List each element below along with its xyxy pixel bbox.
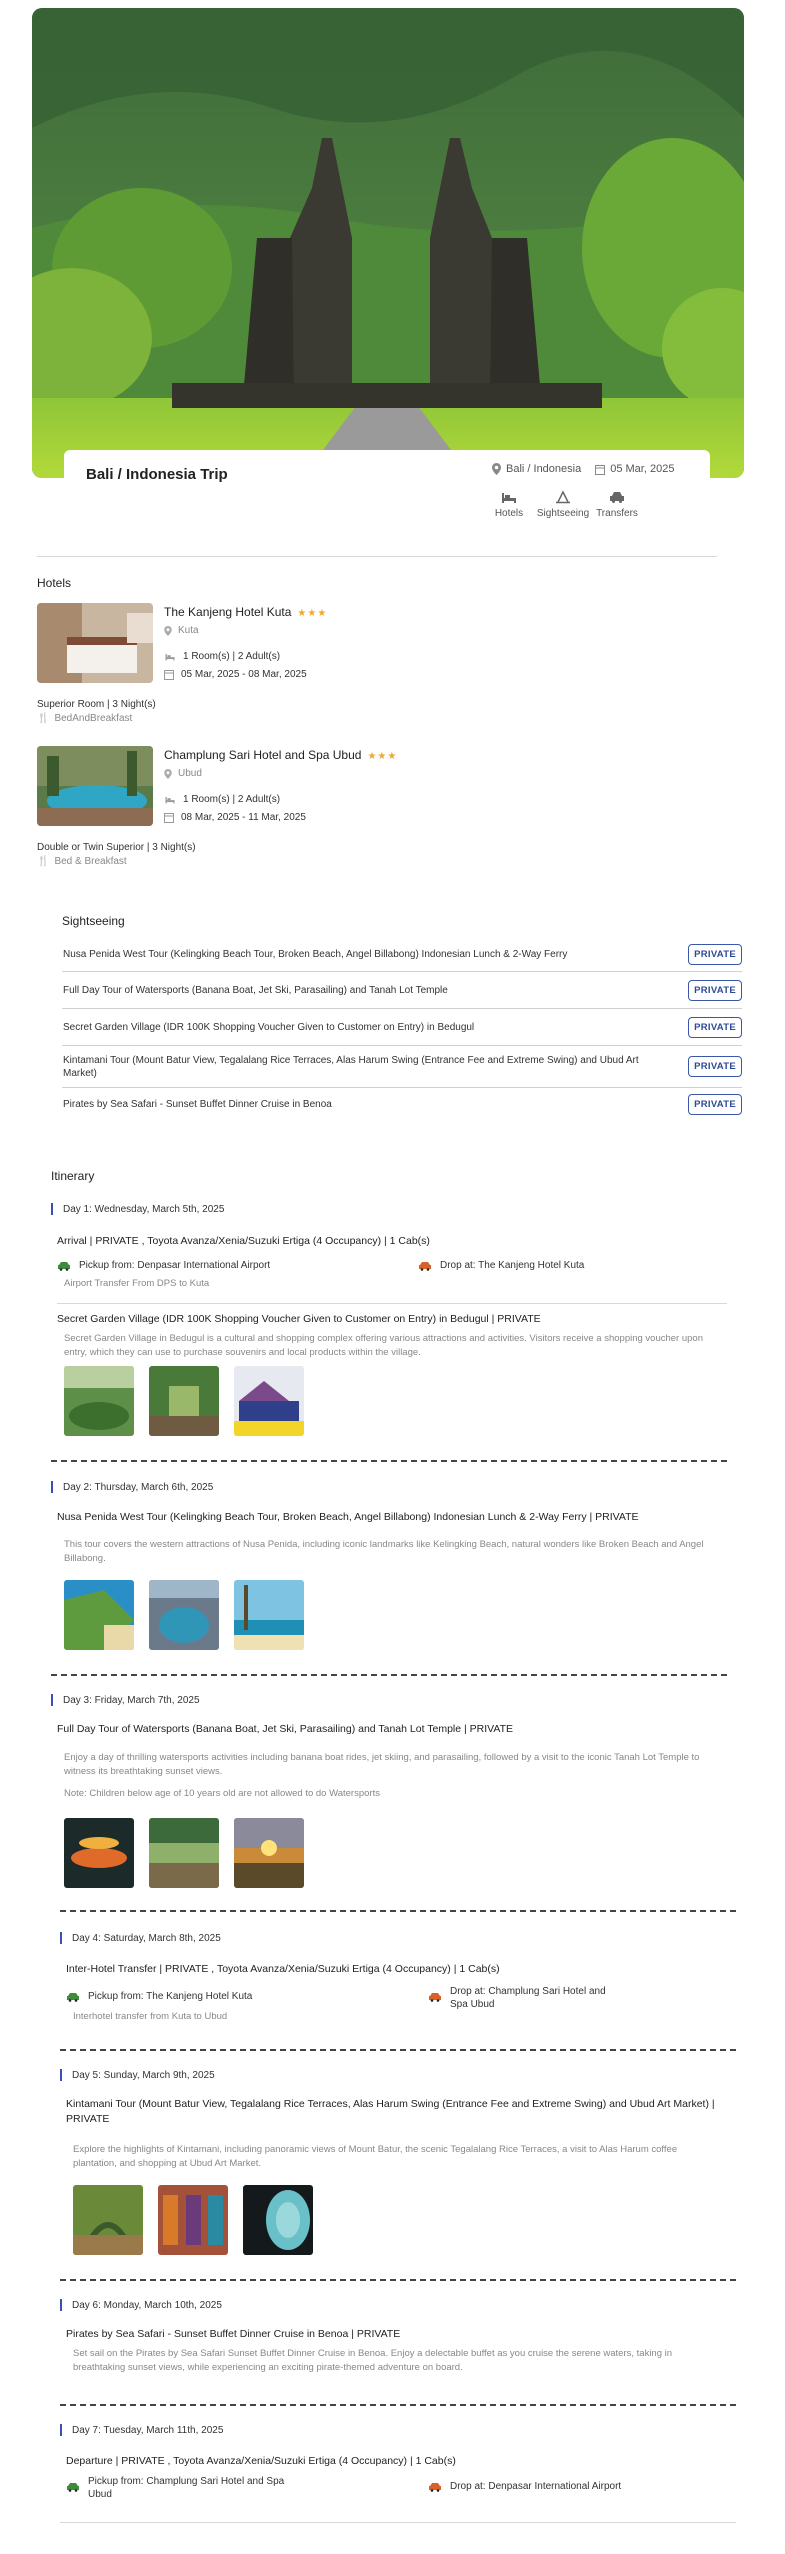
activity-photo [149,1366,219,1436]
hotel-name: The Kanjeng Hotel Kuta [164,605,292,619]
sightseeing-list [62,937,742,1120]
list-item: Nusa Penida West Tour (Kelingking Beach Tour, Broken Beach, Angel Billabong) Indonesian Lunch & 2-Way Ferry PRIVATE [62,937,742,972]
transfer-title: Arrival | PRIVATE , Toyota Avanza/Xenia/Suzuki Ertiga (4 Occupancy) | 1 Cab(s) [57,1235,430,1247]
hotel-name: Champlung Sari Hotel and Spa Ubud [164,748,362,762]
activity-title: Pirates by Sea Safari - Sunset Buffet Dinner Cruise in Benoa | PRIVATE [66,2328,401,2340]
car-drop-icon [418,1261,432,1271]
pickup: Pickup from: Champlung Sari Hotel and Spa Ubud [66,2475,306,2501]
day-separator [60,2404,736,2406]
trip-location: Bali / Indonesia [506,463,582,475]
fork-knife-icon: 🍴 [37,856,50,867]
activity-title: Secret Garden Village (IDR 100K Shopping Voucher Given to Customer on Entry) in Bedugul | PRIVATE [57,1313,541,1325]
private-badge: PRIVATE [688,1056,742,1077]
hotel-stars: ★★★ [367,751,398,762]
activity-title: Kintamani Tour (Mount Batur View, Tegalalang Rice Terraces, Alas Harum Swing (Entrance Fee and Extreme Swing) and Ubud Art Market) | PRIVATE [66,2098,715,2125]
activity-note: Note: Children below age of 10 years old are not allowed to do Watersports [64,1788,380,1799]
hotel-card [37,746,737,876]
transfer-note: Interhotel transfer from Kuta to Ubud [73,2011,228,2022]
private-badge: PRIVATE [688,944,742,965]
activity-title: Nusa Penida West Tour (Kelingking Beach Tour, Broken Beach, Angel Billabong) Indonesian Lunch & 2-Way Ferry | PRIVATE [57,1511,639,1523]
activity-description: This tour covers the western attractions of Nusa Penida, including iconic landmarks like Kelingking Beach, natural wonders like Broken Beach and Angel Billabong. [64,1539,704,1564]
activity-photo [149,1580,219,1650]
pickup: Pickup from: The Kanjeng Hotel Kuta [66,1991,252,2002]
bed-icon [501,490,517,504]
private-badge: PRIVATE [688,980,742,1001]
private-badge: PRIVATE [688,1017,742,1038]
hotel-image [37,746,153,826]
calendar-icon [164,669,174,680]
hotel-image [37,603,153,683]
day-separator [51,1460,727,1462]
list-item: Kintamani Tour (Mount Batur View, Tegalalang Rice Terraces, Alas Harum Swing (Entrance Fee and Extreme Swing) and Ubud Art Market) PRIVATE [62,1046,742,1088]
drop: Drop at: Denpasar International Airport [428,2481,621,2492]
transfer-title: Departure | PRIVATE , Toyota Avanza/Xenia/Suzuki Ertiga (4 Occupancy) | 1 Cab(s) [66,2455,456,2467]
car-pickup-icon [57,1261,71,1271]
service-sightseeing: Sightseeing [543,490,583,519]
day-header: Day 2: Thursday, March 6th, 2025 [51,1481,213,1493]
drop: Drop at: The Kanjeng Hotel Kuta [418,1260,584,1271]
activity-photo [234,1818,304,1888]
divider [37,556,717,557]
hotel-rooms: 1 Room(s) | 2 Adult(s) [183,794,281,805]
hotel-meal: BedAndBreakfast [54,713,133,724]
calendar-icon [164,812,174,823]
transfer-note: Airport Transfer From DPS to Kuta [64,1278,210,1289]
activity-photo [243,2185,313,2255]
activity-photo [158,2185,228,2255]
activity-description: Explore the highlights of Kintamani, including panoramic views of Mount Batur, the scenic Tegalalang Rice Terraces, a visit to Alas Harum coffee plantation, and shopping at Ubud Art Market. [73,2144,678,2169]
activity-description: Secret Garden Village in Bedugul is a cultural and shopping complex offering various attractions and activities. Visitors receive a shopping voucher upon entry, which they can use to purchase souvenirs and local products within the village. [64,1333,703,1358]
location-pin-icon [164,626,172,636]
activity-photo [234,1366,304,1436]
location-pin-icon [164,769,172,779]
activity-photo [64,1818,134,1888]
trip-title: Bali / Indonesia Trip [86,466,228,483]
day-header: Day 3: Friday, March 7th, 2025 [51,1694,200,1706]
trip-summary-card [64,450,710,542]
hotel-meal: Bed & Breakfast [54,856,127,867]
day-separator [51,1674,727,1676]
activity-photo [64,1580,134,1650]
activity-description: Enjoy a day of thrilling watersports activities including banana boat rides, jet skiing, and parasailing, followed by a visit to the iconic Tanah Lot Temple to witness its breathtaking sunset views. [64,1752,700,1777]
bed-icon [164,795,176,804]
private-badge: PRIVATE [688,1094,742,1115]
hotel-room-type: Superior Room | 3 Night(s) [37,699,156,710]
fork-knife-icon: 🍴 [37,713,50,724]
car-pickup-icon [66,1992,80,2002]
hotel-location: Ubud [178,768,202,779]
day-header: Day 7: Tuesday, March 11th, 2025 [60,2424,223,2436]
divider [57,1303,727,1304]
location-pin-icon [492,463,501,475]
day-separator [60,2049,736,2051]
pickup: Pickup from: Denpasar International Airport [57,1260,270,1271]
activity-photo [149,1818,219,1888]
hotel-room-type: Double or Twin Superior | 3 Night(s) [37,842,196,853]
list-item: Secret Garden Village (IDR 100K Shopping Voucher Given to Customer on Entry) in Bedugul PRIVATE [62,1009,742,1046]
day-separator [60,2279,736,2281]
hotel-dates: 05 Mar, 2025 - 08 Mar, 2025 [181,669,307,680]
day-header: Day 4: Saturday, March 8th, 2025 [60,1932,221,1944]
hotel-stars: ★★★ [297,608,328,619]
activity-description: Set sail on the Pirates by Sea Safari Sunset Buffet Dinner Cruise in Benoa. Enjoy a delectable buffet as you cruise the serene waters, taking in breathtaking sunset views, while experiencing an exciting pirate-themed adventure on board. [73,2348,673,2373]
transfer-title: Inter-Hotel Transfer | PRIVATE , Toyota Avanza/Xenia/Suzuki Ertiga (4 Occupancy) | 1 Cab(s) [66,1963,500,1975]
hotel-card [37,603,737,733]
car-icon [609,490,625,504]
day-separator [60,1910,736,1912]
sightseeing-heading: Sightseeing [62,914,125,928]
day-header: Day 1: Wednesday, March 5th, 2025 [51,1203,224,1215]
hotel-location: Kuta [178,625,199,636]
service-transfers: Transfers [597,490,637,519]
calendar-icon [595,464,605,475]
hotels-heading: Hotels [37,576,72,590]
sightseeing-icon [555,490,571,504]
activity-title: Full Day Tour of Watersports (Banana Boat, Jet Ski, Parasailing) and Tanah Lot Temple | PRIVATE [57,1723,514,1735]
activity-photo [234,1580,304,1650]
day-header: Day 5: Sunday, March 9th, 2025 [60,2069,215,2081]
itinerary-heading: Itinerary [51,1169,95,1183]
car-drop-icon [428,2482,442,2492]
divider [60,2522,736,2523]
car-drop-icon [428,1992,442,2002]
day-header: Day 6: Monday, March 10th, 2025 [60,2299,222,2311]
trip-date: 05 Mar, 2025 [610,463,675,475]
bed-icon [164,652,176,661]
service-hotels: Hotels [489,490,529,519]
hero-image [32,8,744,478]
car-pickup-icon [66,2482,80,2492]
drop: Drop at: Champlung Sari Hotel and Spa Ubud [428,1985,628,2011]
list-item: Pirates by Sea Safari - Sunset Buffet Dinner Cruise in Benoa PRIVATE [62,1088,742,1120]
activity-photo [64,1366,134,1436]
hotel-dates: 08 Mar, 2025 - 11 Mar, 2025 [181,812,306,823]
activity-photo [73,2185,143,2255]
list-item: Full Day Tour of Watersports (Banana Boat, Jet Ski, Parasailing) and Tanah Lot Temple PRIVATE [62,972,742,1009]
hotel-rooms: 1 Room(s) | 2 Adult(s) [183,651,281,662]
